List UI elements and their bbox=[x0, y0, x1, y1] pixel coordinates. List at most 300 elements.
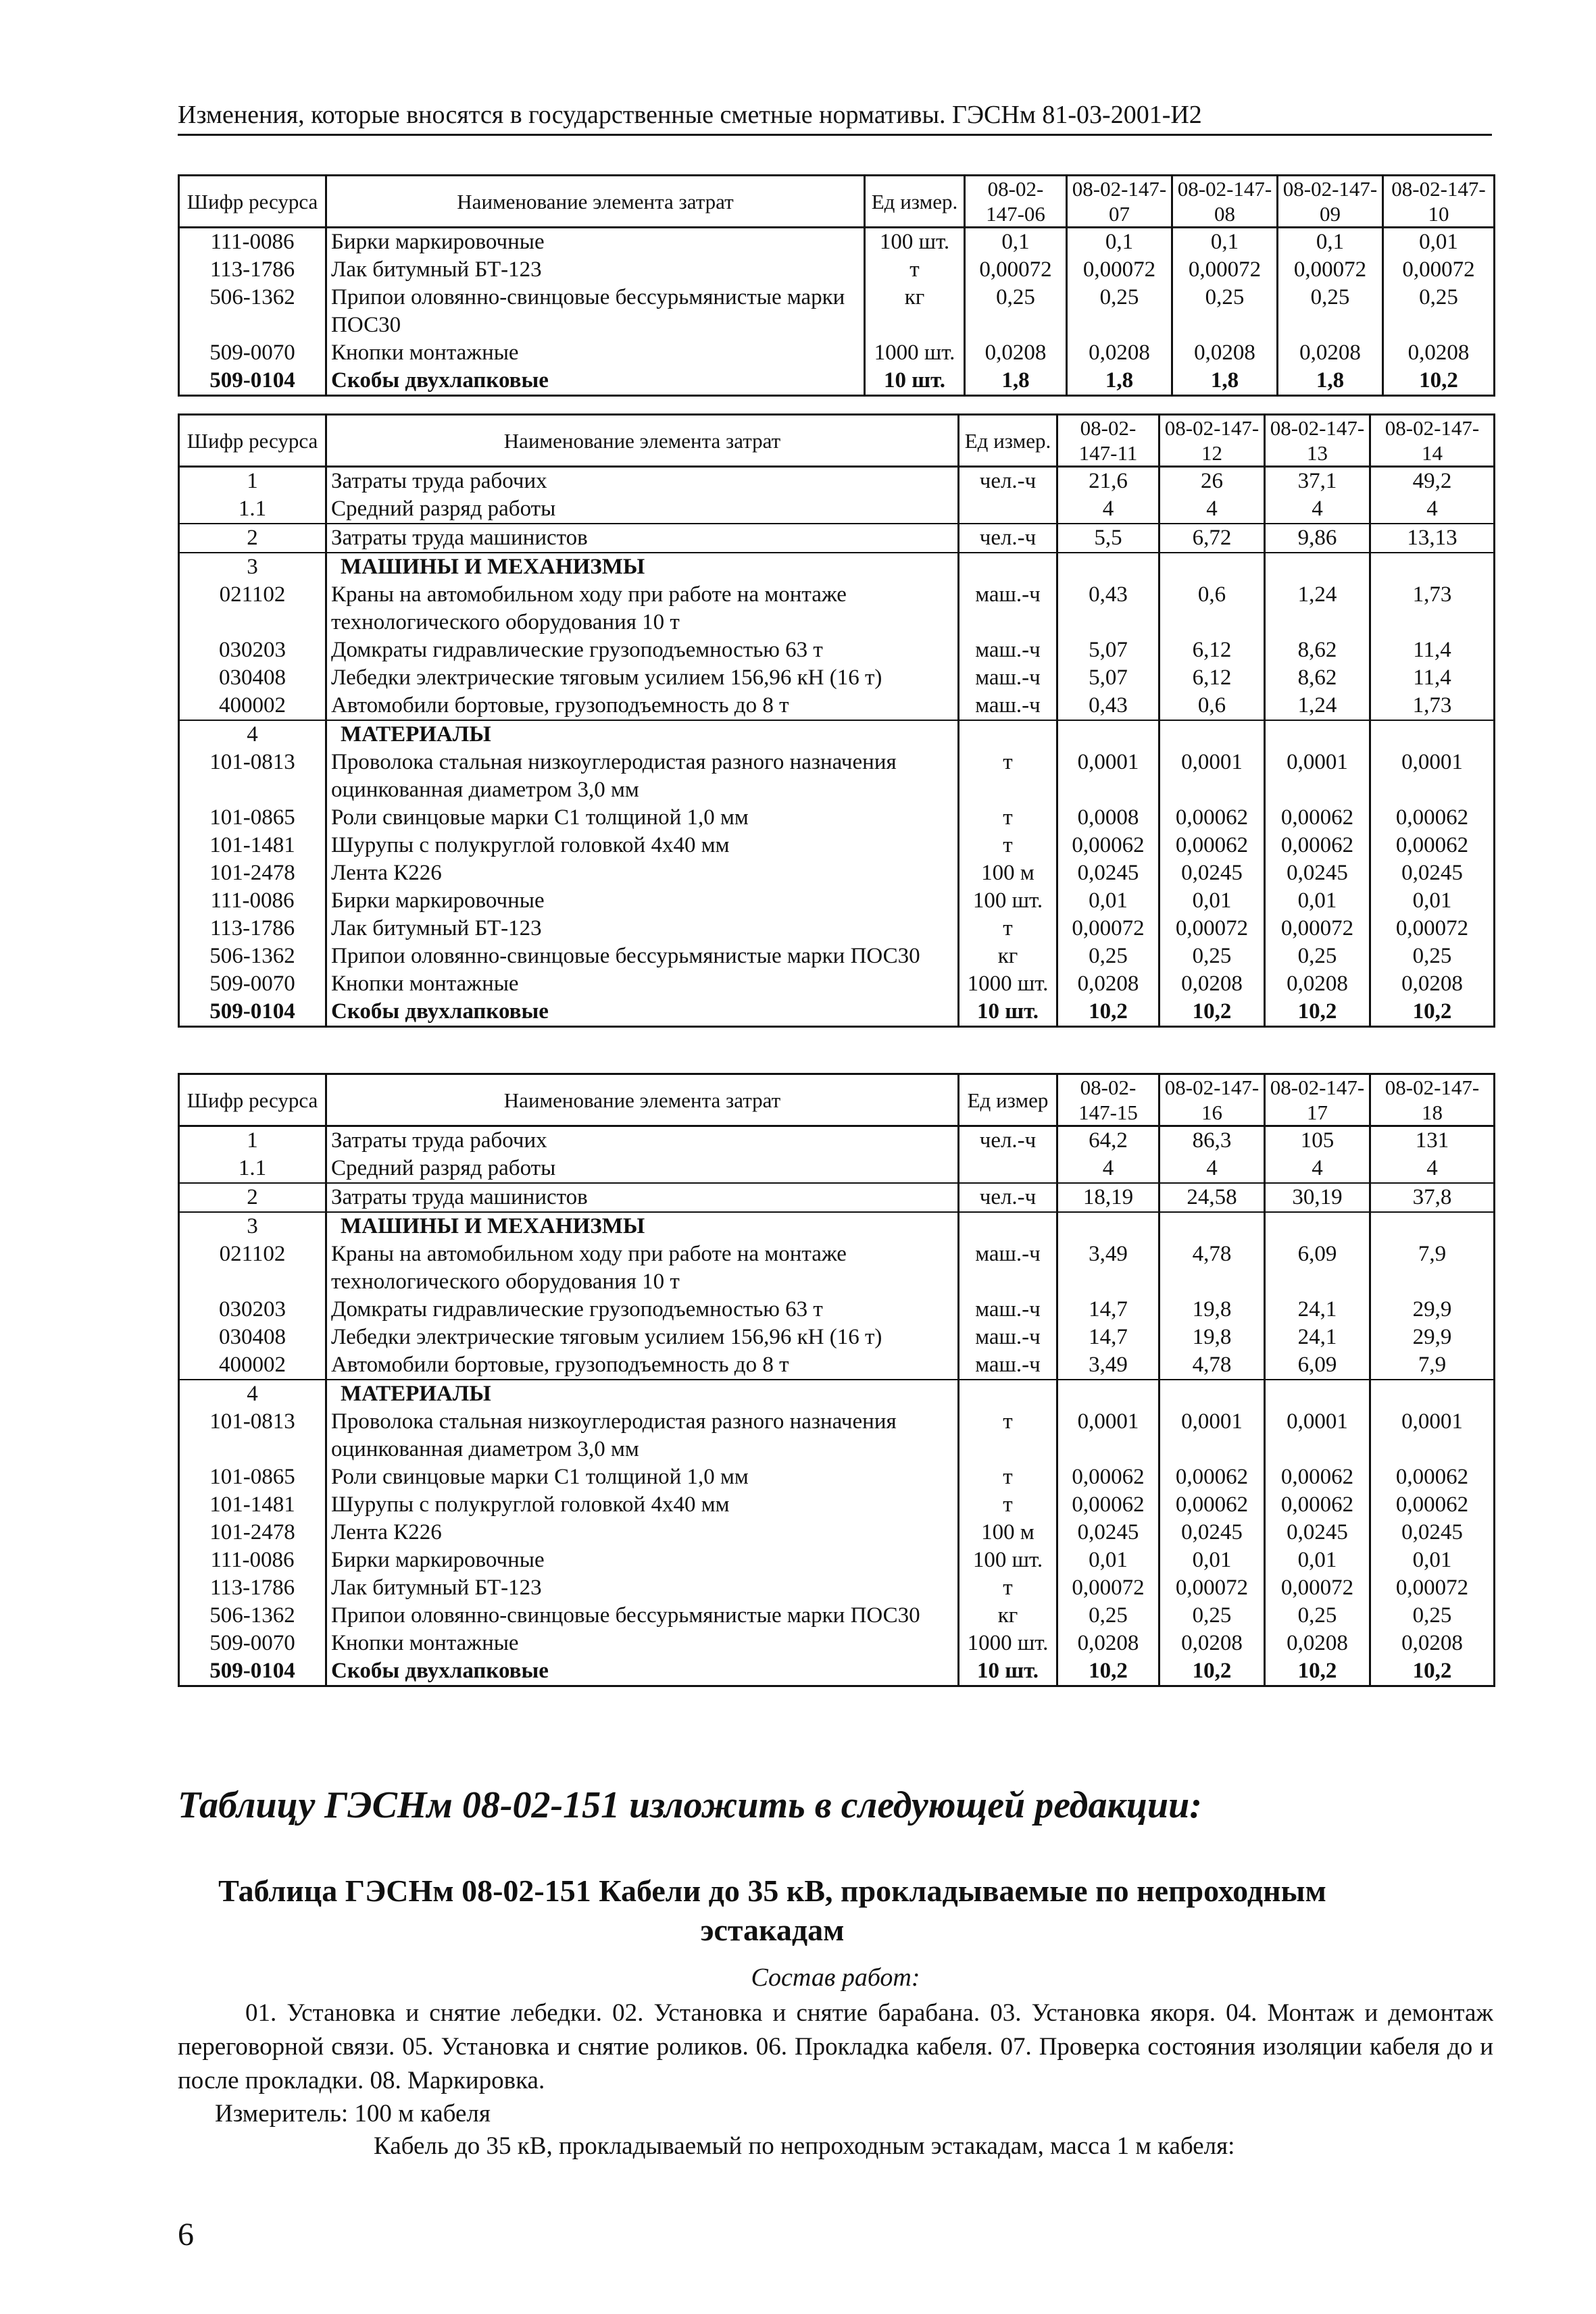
cell-code: 2 bbox=[179, 1183, 326, 1212]
cell-value: 4 bbox=[1057, 1155, 1159, 1183]
cell-value: 0,00072 bbox=[1370, 915, 1495, 942]
cell-name: Автомобили бортовые, грузоподъемность до 8 т bbox=[326, 1351, 959, 1380]
cell-value: 0,1 bbox=[1172, 228, 1278, 257]
table-row bbox=[179, 749, 1495, 804]
cell-name: Лента К226 bbox=[326, 1519, 959, 1546]
cell-value: 0,01 bbox=[1370, 887, 1495, 915]
cell-name: Затраты труда машинистов bbox=[326, 1183, 959, 1212]
cell-value: 0,0245 bbox=[1265, 1519, 1370, 1546]
column-header: Ед измер bbox=[959, 1074, 1057, 1126]
table-row bbox=[179, 1657, 1495, 1686]
cell-value: 10,2 bbox=[1383, 367, 1495, 396]
cell-unit: маш.-ч bbox=[959, 692, 1057, 720]
cell-name: Затраты труда машинистов bbox=[326, 524, 959, 553]
cell-value: 0,00062 bbox=[1159, 804, 1265, 832]
cell-unit bbox=[959, 1380, 1057, 1408]
cell-value: 0,25 bbox=[1370, 942, 1495, 970]
cell-code: 030203 bbox=[179, 1296, 326, 1324]
cell-value: 0,25 bbox=[1265, 942, 1370, 970]
cell-value: 0,0208 bbox=[1370, 970, 1495, 998]
table-row bbox=[179, 942, 1495, 970]
cell-unit: т bbox=[959, 749, 1057, 804]
table-row bbox=[179, 636, 1495, 664]
table-row bbox=[179, 1296, 1495, 1324]
column-header: 08-02-147-16 bbox=[1159, 1074, 1265, 1126]
cell-unit: маш.-ч bbox=[959, 664, 1057, 692]
cell-value: 0,0245 bbox=[1159, 859, 1265, 887]
table-row bbox=[179, 553, 1495, 581]
work-composition-heading: Состав работ: bbox=[751, 1963, 920, 1992]
cell-value: 0,00072 bbox=[1159, 1574, 1265, 1602]
cell-code: 3 bbox=[179, 1212, 326, 1240]
table-row bbox=[179, 1546, 1495, 1574]
cell-value: 0,0208 bbox=[1057, 1630, 1159, 1657]
cell-code: 101-0813 bbox=[179, 749, 326, 804]
cell-value: 0,25 bbox=[1159, 1602, 1265, 1630]
cell-value: 10,2 bbox=[1159, 998, 1265, 1027]
cell-value: 0,1 bbox=[1067, 228, 1172, 257]
cell-value: 0,0208 bbox=[1172, 339, 1278, 367]
cell-value: 0,00072 bbox=[1383, 256, 1495, 284]
cell-unit: 10 шт. bbox=[865, 367, 965, 396]
column-header: 08-02-147-07 bbox=[1067, 176, 1172, 228]
cell-value bbox=[1159, 1212, 1265, 1240]
column-header: 08-02-147-12 bbox=[1159, 415, 1265, 467]
cell-code: 4 bbox=[179, 720, 326, 749]
cell-value: 6,12 bbox=[1159, 636, 1265, 664]
cell-value: 0,00062 bbox=[1057, 1491, 1159, 1519]
table-row bbox=[179, 367, 1495, 396]
cell-value: 14,7 bbox=[1057, 1296, 1159, 1324]
cell-value: 0,01 bbox=[1159, 1546, 1265, 1574]
cell-value: 0,1 bbox=[965, 228, 1067, 257]
table-row bbox=[179, 581, 1495, 636]
cell-value: 0,00072 bbox=[1370, 1574, 1495, 1602]
cell-unit: т bbox=[959, 1491, 1057, 1519]
cell-value: 0,00062 bbox=[1159, 1491, 1265, 1519]
cell-value: 49,2 bbox=[1370, 467, 1495, 496]
cell-unit: маш.-ч bbox=[959, 636, 1057, 664]
cell-value: 37,1 bbox=[1265, 467, 1370, 496]
cell-value: 0,0245 bbox=[1057, 1519, 1159, 1546]
cell-value: 0,0001 bbox=[1159, 749, 1265, 804]
column-header: 08-02-147-08 bbox=[1172, 176, 1278, 228]
cell-unit: чел.-ч bbox=[959, 467, 1057, 496]
cell-value: 0,0001 bbox=[1370, 749, 1495, 804]
cell-code: 509-0104 bbox=[179, 1657, 326, 1686]
cell-code: 506-1362 bbox=[179, 1602, 326, 1630]
cell-value: 10,2 bbox=[1265, 998, 1370, 1027]
cell-value: 0,25 bbox=[1057, 942, 1159, 970]
cell-value: 4,78 bbox=[1159, 1240, 1265, 1296]
cell-value: 19,8 bbox=[1159, 1296, 1265, 1324]
cell-code: 1.1 bbox=[179, 495, 326, 524]
cell-value: 10,2 bbox=[1057, 998, 1159, 1027]
cell-value: 18,19 bbox=[1057, 1183, 1159, 1212]
cell-name: Домкраты гидравлические грузоподъемностью 63 т bbox=[326, 636, 959, 664]
cell-value: 26 bbox=[1159, 467, 1265, 496]
cell-name: Припои оловянно-свинцовые бессурьмянистые марки ПОС30 bbox=[326, 1602, 959, 1630]
cell-name: МАШИНЫ И МЕХАНИЗМЫ bbox=[326, 1212, 959, 1240]
cell-code: 101-2478 bbox=[179, 859, 326, 887]
cell-value: 0,00062 bbox=[1370, 1491, 1495, 1519]
cell-name: МАШИНЫ И МЕХАНИЗМЫ bbox=[326, 553, 959, 581]
cell-value bbox=[1265, 1212, 1370, 1240]
cell-name: Автомобили бортовые, грузоподъемность до 8 т bbox=[326, 692, 959, 720]
cell-code: 111-0086 bbox=[179, 887, 326, 915]
cell-name: Скобы двухлапковые bbox=[326, 998, 959, 1027]
cell-name: Краны на автомобильном ходу при работе на монтаже технологического оборудования 10 т bbox=[326, 1240, 959, 1296]
cell-unit bbox=[959, 720, 1057, 749]
cell-value: 0,43 bbox=[1057, 581, 1159, 636]
cell-code: 101-1481 bbox=[179, 1491, 326, 1519]
cell-value bbox=[1057, 553, 1159, 581]
cell-value: 0,1 bbox=[1278, 228, 1383, 257]
cell-value: 0,00062 bbox=[1370, 804, 1495, 832]
cell-value: 0,00072 bbox=[1278, 256, 1383, 284]
column-header: 08-02-147-14 bbox=[1370, 415, 1495, 467]
cell-unit: 100 м bbox=[959, 1519, 1057, 1546]
cell-value bbox=[1057, 1212, 1159, 1240]
cell-code: 101-0865 bbox=[179, 1463, 326, 1491]
table-row bbox=[179, 339, 1495, 367]
cell-value bbox=[1159, 1380, 1265, 1408]
table-title: Таблица ГЭСНм 08-02-151 Кабели до 35 кВ, прокладываемые по непроходным эстакадам bbox=[218, 1873, 1326, 1947]
cell-value: 7,9 bbox=[1370, 1351, 1495, 1380]
cell-value: 24,58 bbox=[1159, 1183, 1265, 1212]
cell-value: 0,00072 bbox=[965, 256, 1067, 284]
resource-table-3 bbox=[178, 1073, 1495, 1687]
cell-value: 10,2 bbox=[1057, 1657, 1159, 1686]
cell-code: 509-0070 bbox=[179, 1630, 326, 1657]
cell-name: МАТЕРИАЛЫ bbox=[326, 720, 959, 749]
cell-value: 0,00062 bbox=[1370, 1463, 1495, 1491]
cell-value: 0,01 bbox=[1370, 1546, 1495, 1574]
cell-value: 0,00072 bbox=[1057, 1574, 1159, 1602]
cell-code: 113-1786 bbox=[179, 256, 326, 284]
cell-value: 0,0208 bbox=[1067, 339, 1172, 367]
cell-name: Кнопки монтажные bbox=[326, 1630, 959, 1657]
table-row bbox=[179, 1602, 1495, 1630]
table-row bbox=[179, 915, 1495, 942]
cell-value bbox=[1057, 720, 1159, 749]
cell-value: 86,3 bbox=[1159, 1126, 1265, 1155]
cell-code: 506-1362 bbox=[179, 942, 326, 970]
cell-unit: маш.-ч bbox=[959, 1324, 1057, 1351]
cell-value: 1,8 bbox=[1067, 367, 1172, 396]
cell-unit bbox=[959, 495, 1057, 524]
column-header: Ед измер. bbox=[865, 176, 965, 228]
cell-value: 3,49 bbox=[1057, 1351, 1159, 1380]
cell-name: Бирки маркировочные bbox=[326, 887, 959, 915]
cell-name: Припои оловянно-свинцовые бессурьмянистые марки ПОС30 bbox=[326, 284, 865, 339]
column-header: 08-02-147-09 bbox=[1278, 176, 1383, 228]
cell-name: Припои оловянно-свинцовые бессурьмянистые марки ПОС30 bbox=[326, 942, 959, 970]
cell-name: Лента К226 bbox=[326, 859, 959, 887]
table-row bbox=[179, 1491, 1495, 1519]
cell-unit: маш.-ч bbox=[959, 1296, 1057, 1324]
cell-code: 111-0086 bbox=[179, 228, 326, 257]
resource-table-2 bbox=[178, 413, 1495, 1028]
cell-value: 0,43 bbox=[1057, 692, 1159, 720]
cell-value: 0,00072 bbox=[1265, 915, 1370, 942]
cell-value: 10,2 bbox=[1159, 1657, 1265, 1686]
cell-value: 0,0001 bbox=[1057, 749, 1159, 804]
table-row bbox=[179, 1380, 1495, 1408]
cell-code: 1.1 bbox=[179, 1155, 326, 1183]
cell-value: 0,01 bbox=[1383, 228, 1495, 257]
cell-code: 506-1362 bbox=[179, 284, 326, 339]
cell-name: Кнопки монтажные bbox=[326, 339, 865, 367]
column-header: Ед измер. bbox=[959, 415, 1057, 467]
cell-value: 0,25 bbox=[1159, 942, 1265, 970]
cell-value: 5,07 bbox=[1057, 636, 1159, 664]
cell-value: 29,9 bbox=[1370, 1324, 1495, 1351]
cell-value bbox=[1370, 1212, 1495, 1240]
cell-value: 64,2 bbox=[1057, 1126, 1159, 1155]
cell-code: 509-0104 bbox=[179, 367, 326, 396]
cell-value bbox=[1265, 1380, 1370, 1408]
cell-value: 0,0245 bbox=[1265, 859, 1370, 887]
cell-value: 30,19 bbox=[1265, 1183, 1370, 1212]
cell-code: 4 bbox=[179, 1380, 326, 1408]
cell-name: Бирки маркировочные bbox=[326, 228, 865, 257]
cell-value: 5,07 bbox=[1057, 664, 1159, 692]
cell-value: 0,0208 bbox=[1159, 970, 1265, 998]
cell-name: Лебедки электрические тяговым усилием 156,96 кН (16 т) bbox=[326, 1324, 959, 1351]
table-header-row bbox=[179, 1074, 1495, 1126]
cell-name: Средний разряд работы bbox=[326, 495, 959, 524]
cell-value: 0,25 bbox=[1278, 284, 1383, 339]
cell-value: 0,25 bbox=[965, 284, 1067, 339]
cell-code: 113-1786 bbox=[179, 1574, 326, 1602]
table-row bbox=[179, 467, 1495, 496]
cell-value: 1,24 bbox=[1265, 692, 1370, 720]
cell-code: 1 bbox=[179, 1126, 326, 1155]
cell-value: 0,0008 bbox=[1057, 804, 1159, 832]
cell-code: 2 bbox=[179, 524, 326, 553]
cell-name: Бирки маркировочные bbox=[326, 1546, 959, 1574]
cell-unit: 100 шт. bbox=[959, 1546, 1057, 1574]
cell-code: 101-0813 bbox=[179, 1408, 326, 1463]
cell-value bbox=[1057, 1380, 1159, 1408]
cell-unit: маш.-ч bbox=[959, 581, 1057, 636]
table-row bbox=[179, 1519, 1495, 1546]
measure-unit: Измеритель: 100 м кабеля bbox=[215, 2100, 491, 2128]
cell-value: 0,25 bbox=[1057, 1602, 1159, 1630]
cell-unit: кг bbox=[959, 1602, 1057, 1630]
table-header-row bbox=[179, 415, 1495, 467]
cell-code: 021102 bbox=[179, 1240, 326, 1296]
cell-name: Шурупы с полукруглой головкой 4х40 мм bbox=[326, 1491, 959, 1519]
cell-code: 400002 bbox=[179, 1351, 326, 1380]
column-header: 08-02-147-13 bbox=[1265, 415, 1370, 467]
table-row bbox=[179, 284, 1495, 339]
cell-code: 509-0070 bbox=[179, 970, 326, 998]
cell-unit: 1000 шт. bbox=[959, 1630, 1057, 1657]
table-row bbox=[179, 1630, 1495, 1657]
table-row bbox=[179, 495, 1495, 524]
cell-value: 0,01 bbox=[1265, 1546, 1370, 1574]
cell-unit: чел.-ч bbox=[959, 1183, 1057, 1212]
cell-code: 3 bbox=[179, 553, 326, 581]
table-row bbox=[179, 524, 1495, 553]
cell-unit: кг bbox=[865, 284, 965, 339]
cell-value: 7,9 bbox=[1370, 1240, 1495, 1296]
cell-code: 101-2478 bbox=[179, 1519, 326, 1546]
cell-value: 0,25 bbox=[1383, 284, 1495, 339]
cell-value: 0,0245 bbox=[1159, 1519, 1265, 1546]
cell-value: 0,01 bbox=[1159, 887, 1265, 915]
cell-value: 0,0001 bbox=[1159, 1408, 1265, 1463]
cell-code: 509-0104 bbox=[179, 998, 326, 1027]
cell-value: 11,4 bbox=[1370, 664, 1495, 692]
cell-value: 4 bbox=[1057, 495, 1159, 524]
table-row bbox=[179, 832, 1495, 859]
cell-value: 0,00062 bbox=[1370, 832, 1495, 859]
cell-unit: 100 м bbox=[959, 859, 1057, 887]
cell-value: 105 bbox=[1265, 1126, 1370, 1155]
cell-value: 0,01 bbox=[1265, 887, 1370, 915]
cell-unit: 10 шт. bbox=[959, 998, 1057, 1027]
cell-name: Проволока стальная низкоуглеродистая разного назначения оцинкованная диаметром 3,0 мм bbox=[326, 749, 959, 804]
cell-unit: т bbox=[959, 915, 1057, 942]
table-row bbox=[179, 1126, 1495, 1155]
cell-unit: т bbox=[865, 256, 965, 284]
cell-code: 400002 bbox=[179, 692, 326, 720]
table-row bbox=[179, 1212, 1495, 1240]
cell-value: 0,0245 bbox=[1370, 859, 1495, 887]
table-header-row bbox=[179, 176, 1495, 228]
cell-value: 0,00062 bbox=[1265, 1463, 1370, 1491]
cell-value: 0,00062 bbox=[1057, 1463, 1159, 1491]
cell-value: 13,13 bbox=[1370, 524, 1495, 553]
cell-unit: маш.-ч bbox=[959, 1351, 1057, 1380]
cell-value: 10,2 bbox=[1370, 1657, 1495, 1686]
cell-value: 0,0208 bbox=[1057, 970, 1159, 998]
cell-value bbox=[1265, 553, 1370, 581]
cell-name: Лак битумный БТ-123 bbox=[326, 256, 865, 284]
cell-unit bbox=[959, 553, 1057, 581]
cell-value: 131 bbox=[1370, 1126, 1495, 1155]
column-header: Шифр ресурса bbox=[179, 176, 326, 228]
cell-name: Лебедки электрические тяговым усилием 156,96 кН (16 т) bbox=[326, 664, 959, 692]
cell-value: 0,0208 bbox=[1159, 1630, 1265, 1657]
cell-value: 0,25 bbox=[1172, 284, 1278, 339]
cell-name: Средний разряд работы bbox=[326, 1155, 959, 1183]
cell-unit: 100 шт. bbox=[865, 228, 965, 257]
cell-unit: т bbox=[959, 1574, 1057, 1602]
cell-unit: т bbox=[959, 1408, 1057, 1463]
cell-value: 0,0208 bbox=[1370, 1630, 1495, 1657]
column-header: 08-02-147-15 bbox=[1057, 1074, 1159, 1126]
cell-value: 0,00072 bbox=[1057, 915, 1159, 942]
cell-value: 0,0208 bbox=[1278, 339, 1383, 367]
cell-value: 1,73 bbox=[1370, 692, 1495, 720]
table-row bbox=[179, 692, 1495, 720]
cell-unit: т bbox=[959, 832, 1057, 859]
table-row bbox=[179, 887, 1495, 915]
cell-value: 4 bbox=[1265, 1155, 1370, 1183]
cell-value: 9,86 bbox=[1265, 524, 1370, 553]
table-row bbox=[179, 1240, 1495, 1296]
cell-unit: 1000 шт. bbox=[959, 970, 1057, 998]
cell-value: 0,0001 bbox=[1265, 1408, 1370, 1463]
table-row bbox=[179, 1155, 1495, 1183]
cell-value: 24,1 bbox=[1265, 1324, 1370, 1351]
table-row bbox=[179, 1408, 1495, 1463]
cell-value: 0,00072 bbox=[1265, 1574, 1370, 1602]
cell-value: 0,00062 bbox=[1265, 832, 1370, 859]
cell-value: 0,0208 bbox=[1383, 339, 1495, 367]
column-header: 08-02-147-18 bbox=[1370, 1074, 1495, 1126]
cell-code: 030408 bbox=[179, 664, 326, 692]
cell-value: 0,0001 bbox=[1057, 1408, 1159, 1463]
cell-value: 0,00062 bbox=[1057, 832, 1159, 859]
cell-unit: т bbox=[959, 1463, 1057, 1491]
cell-value: 4 bbox=[1265, 495, 1370, 524]
cell-value: 0,0208 bbox=[1265, 970, 1370, 998]
cell-name: Скобы двухлапковые bbox=[326, 1657, 959, 1686]
cell-unit: 1000 шт. bbox=[865, 339, 965, 367]
cell-unit: 10 шт. bbox=[959, 1657, 1057, 1686]
cell-code: 021102 bbox=[179, 581, 326, 636]
table-row bbox=[179, 1324, 1495, 1351]
cell-value bbox=[1370, 1380, 1495, 1408]
column-header: Наименование элемента затрат bbox=[326, 176, 865, 228]
cell-name: Роли свинцовые марки С1 толщиной 1,0 мм bbox=[326, 1463, 959, 1491]
cell-code: 113-1786 bbox=[179, 915, 326, 942]
cell-name: Кнопки монтажные bbox=[326, 970, 959, 998]
cell-value: 29,9 bbox=[1370, 1296, 1495, 1324]
page-number: 6 bbox=[178, 2217, 194, 2253]
cell-value: 11,4 bbox=[1370, 636, 1495, 664]
table-row bbox=[179, 256, 1495, 284]
cell-name: Краны на автомобильном ходу при работе на монтаже технологического оборудования 10 т bbox=[326, 581, 959, 636]
cell-value: 0,6 bbox=[1159, 692, 1265, 720]
table-row bbox=[179, 970, 1495, 998]
cell-name: Затраты труда рабочих bbox=[326, 1126, 959, 1155]
cell-name: Проволока стальная низкоуглеродистая разного назначения оцинкованная диаметром 3,0 мм bbox=[326, 1408, 959, 1463]
cell-value: 0,00072 bbox=[1067, 256, 1172, 284]
cell-value: 0,00062 bbox=[1159, 832, 1265, 859]
table-row bbox=[179, 664, 1495, 692]
table-row bbox=[179, 998, 1495, 1027]
cell-name: Скобы двухлапковые bbox=[326, 367, 865, 396]
cell-value: 0,01 bbox=[1057, 1546, 1159, 1574]
cell-unit: кг bbox=[959, 942, 1057, 970]
cell-name: Лак битумный БТ-123 bbox=[326, 1574, 959, 1602]
table-row bbox=[179, 1463, 1495, 1491]
cell-value: 4 bbox=[1370, 1155, 1495, 1183]
cell-code: 101-1481 bbox=[179, 832, 326, 859]
cell-value: 6,09 bbox=[1265, 1351, 1370, 1380]
cell-unit bbox=[959, 1155, 1057, 1183]
cell-value: 14,7 bbox=[1057, 1324, 1159, 1351]
cell-value: 0,00072 bbox=[1159, 915, 1265, 942]
cell-unit: чел.-ч bbox=[959, 1126, 1057, 1155]
cell-value: 4 bbox=[1159, 1155, 1265, 1183]
column-header: 08-02-147-11 bbox=[1057, 415, 1159, 467]
cell-unit: 100 шт. bbox=[959, 887, 1057, 915]
redaction-title: Таблицу ГЭСНм 08-02-151 изложить в следующей редакции: bbox=[178, 1784, 1202, 1826]
cell-value: 37,8 bbox=[1370, 1183, 1495, 1212]
cell-code: 111-0086 bbox=[179, 1546, 326, 1574]
cell-value: 6,12 bbox=[1159, 664, 1265, 692]
cell-value: 1,73 bbox=[1370, 581, 1495, 636]
cell-value: 3,49 bbox=[1057, 1240, 1159, 1296]
cell-value: 0,25 bbox=[1370, 1602, 1495, 1630]
